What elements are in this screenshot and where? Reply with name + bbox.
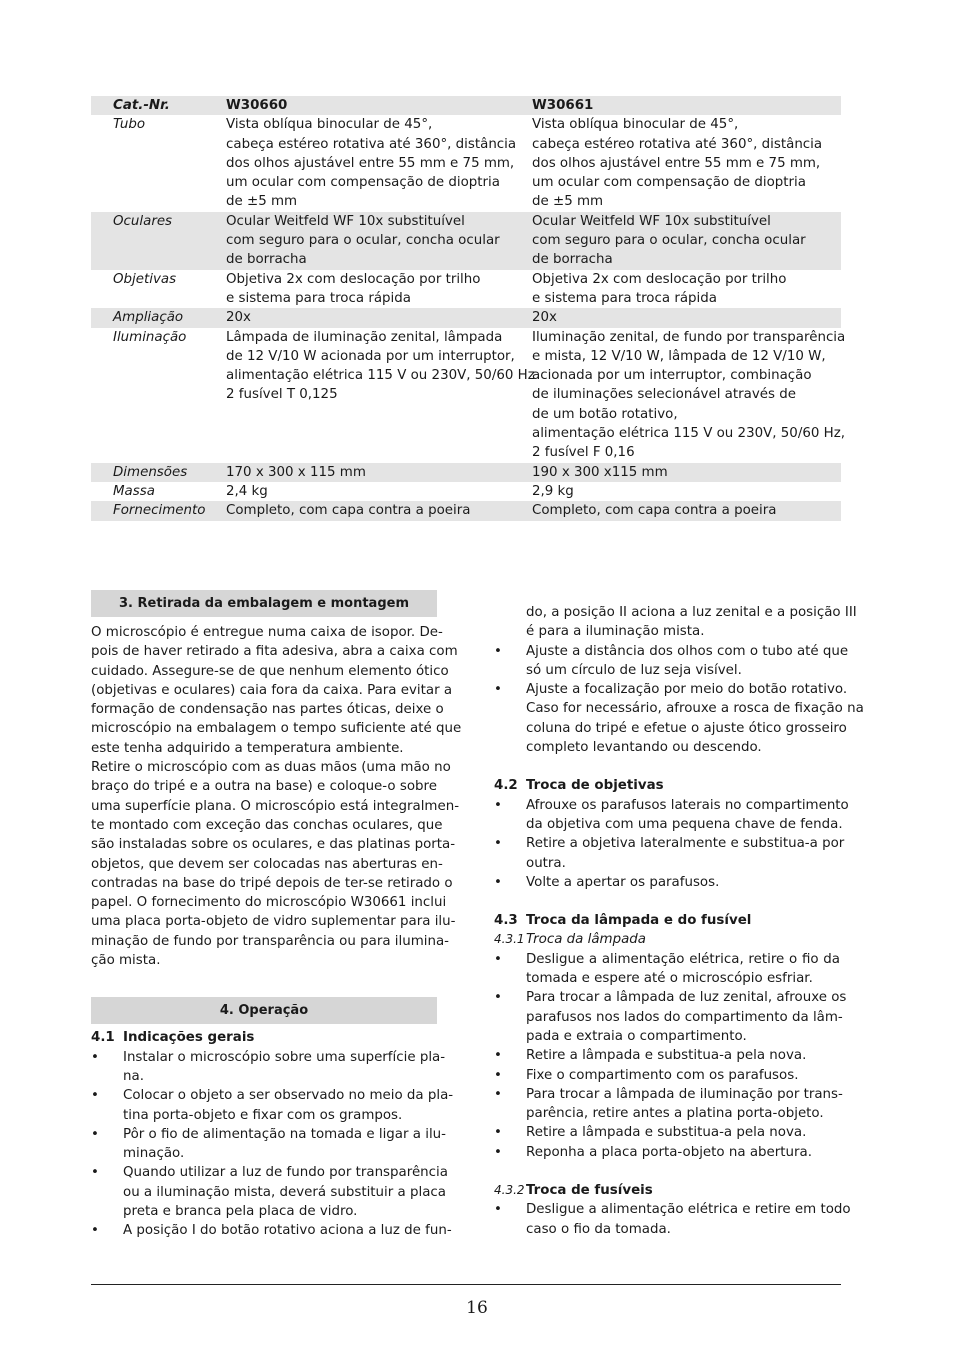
bullet-icon: • bbox=[494, 1067, 502, 1083]
section-4-3-2-heading bbox=[494, 1181, 840, 1200]
list-item bbox=[494, 642, 849, 681]
list-item-line: Afrouxe os parafusos laterais no compartimento bbox=[526, 797, 849, 813]
spec-value-w30660 bbox=[226, 482, 532, 501]
cell-line: Completo, com capa contra a poeira bbox=[226, 503, 471, 519]
bullet-icon: • bbox=[91, 1223, 99, 1239]
cell-line: W30660 bbox=[226, 98, 288, 113]
cell-line: com seguro para o ocular, concha ocular bbox=[226, 233, 500, 249]
spec-label: Tubo bbox=[113, 117, 146, 133]
cell-line: Vista oblíqua binocular de 45°, bbox=[532, 117, 739, 133]
bullet-icon: • bbox=[494, 797, 502, 813]
list-item-line: Retire a lâmpada e substitua-a pela nova. bbox=[526, 1125, 807, 1141]
list-item-line: da objetiva com uma pequena chave de fenda. bbox=[526, 816, 843, 832]
paragraph-line: são instaladas sobre os oculares, e das platinas porta- bbox=[91, 837, 456, 853]
paragraph-line: O microscópio é entregue numa caixa de isopor. De- bbox=[91, 625, 443, 640]
paragraph-line: te montado com exceção das conchas oculares, que bbox=[91, 817, 443, 833]
paragraph-line: ção mista. bbox=[91, 953, 161, 969]
cell-line: alimentação elétrica 115 V ou 230V, 50/60 Hz, bbox=[532, 426, 845, 442]
list-item-line: parência, retire antes a platina porta-objeto. bbox=[526, 1106, 824, 1122]
spec-row bbox=[91, 501, 841, 520]
spec-label: Massa bbox=[113, 483, 155, 499]
spec-value-w30661 bbox=[532, 270, 841, 309]
list-item-line: Caso for necessário, afrouxe a rosca de fixação na bbox=[526, 701, 864, 717]
list-item-line: Para trocar a lâmpada de luz zenital, afrouxe os bbox=[526, 990, 847, 1006]
subsection-title: Troca da lâmpada bbox=[526, 932, 647, 948]
paragraph-line: objetos, que devem ser colocadas nas aberturas en- bbox=[91, 856, 443, 872]
list-item-line: Fixe o compartimento com os parafusos. bbox=[526, 1067, 799, 1083]
cell-line: 190 x 300 x115 mm bbox=[532, 464, 668, 480]
spec-row bbox=[91, 115, 841, 211]
list-item bbox=[494, 680, 864, 757]
section-3-heading: 3. Retirada da embalagem e montagem bbox=[91, 590, 437, 617]
paragraph-line: minação de fundo por transparência ou para ilumina- bbox=[91, 933, 449, 949]
spec-value-w30660 bbox=[226, 96, 532, 115]
cell-line: 2,4 kg bbox=[226, 483, 268, 499]
section-number: 4.1 bbox=[91, 1030, 115, 1046]
list-item-line: tomada e espere até o microscópio esfriar. bbox=[526, 971, 813, 987]
section-4-2-list bbox=[494, 796, 849, 892]
list-item-line: na. bbox=[123, 1068, 144, 1084]
paragraph-line: uma placa porta-objeto de vidro suplementar para ilu- bbox=[91, 914, 456, 930]
cell-line: alimentação elétrica 115 V ou 230V, 50/60 Hz bbox=[226, 368, 535, 384]
subsection-title: Troca de fusíveis bbox=[526, 1183, 653, 1199]
cell-line: cabeça estéreo rotativa até 360°, distância bbox=[532, 136, 823, 152]
section-4-1-list bbox=[91, 1048, 454, 1241]
list-item-line: Pôr o fio de alimentação na tomada e ligar a ilu- bbox=[123, 1126, 446, 1142]
list-item bbox=[91, 1048, 446, 1087]
spec-value-w30661 bbox=[532, 115, 841, 211]
list-item bbox=[494, 1143, 840, 1162]
spec-value-w30660 bbox=[226, 270, 532, 309]
subsection-number: 4.3.1 bbox=[494, 932, 525, 947]
list-item-line: minação. bbox=[123, 1146, 185, 1162]
cell-line: de um botão rotativo, bbox=[532, 406, 678, 422]
spec-value-w30661 bbox=[532, 96, 841, 115]
spec-value-w30661 bbox=[532, 328, 846, 463]
cell-line: W30661 bbox=[532, 98, 594, 113]
cell-line: dos olhos ajustável entre 55 mm e 75 mm, bbox=[532, 155, 821, 171]
section-4-3-heading bbox=[494, 911, 840, 930]
spec-value-w30660 bbox=[226, 308, 532, 327]
list-item bbox=[494, 1123, 840, 1142]
list-item bbox=[494, 873, 840, 892]
cell-line: e mista, 12 V/10 W, lâmpada de 12 V/10 W, bbox=[532, 348, 826, 364]
cell-line: Ocular Weitfeld WF 10x substituível bbox=[532, 213, 771, 229]
spec-value-w30660 bbox=[226, 212, 532, 270]
list-item-line: Desligue a alimentação elétrica, retire o fio da bbox=[526, 951, 840, 967]
section-4-3-2-list bbox=[494, 1200, 851, 1239]
list-item bbox=[494, 1046, 840, 1065]
cell-line: Vista oblíqua binocular de 45°, bbox=[226, 117, 433, 133]
list-item-line: Colocar o objeto a ser observado no meio da pla- bbox=[123, 1088, 454, 1104]
section-4-3-1-list bbox=[494, 950, 847, 1162]
paragraph-line: pois de haver retirado a fita adesiva, abra a caixa com bbox=[91, 644, 458, 660]
spec-label: Iluminação bbox=[113, 329, 187, 345]
page-number: 16 bbox=[466, 1298, 488, 1318]
cell-line: Lâmpada de iluminação zenital, lâmpada bbox=[226, 329, 503, 345]
spec-label: Objetivas bbox=[113, 271, 177, 287]
spec-value-w30660 bbox=[226, 501, 532, 520]
list-item-line: caso o fio da tomada. bbox=[526, 1221, 671, 1237]
list-item-line: Retire a lâmpada e substitua-a pela nova. bbox=[526, 1048, 807, 1064]
list-item-line: pada e extraia o compartimento. bbox=[526, 1028, 747, 1044]
spec-label: Fornecimento bbox=[91, 501, 226, 520]
footer-rule bbox=[91, 1284, 841, 1285]
paragraph-line: é para a iluminação mista. bbox=[526, 624, 705, 640]
bullet-icon: • bbox=[494, 990, 502, 1006]
spec-row bbox=[91, 482, 841, 501]
operation-list-continued bbox=[494, 642, 864, 758]
list-item-line: tina porta-objeto e fixar com os grampos. bbox=[123, 1107, 403, 1123]
bullet-icon: • bbox=[494, 1048, 502, 1064]
spec-value-w30660 bbox=[226, 115, 532, 211]
list-item bbox=[91, 1163, 448, 1221]
right-column bbox=[494, 603, 864, 1239]
cell-line: e sistema para troca rápida bbox=[226, 290, 411, 306]
spec-row bbox=[91, 270, 841, 309]
cell-line: Objetiva 2x com deslocação por trilho bbox=[532, 271, 787, 287]
spec-value-w30660 bbox=[226, 463, 532, 482]
cell-line: de ±5 mm bbox=[226, 194, 298, 210]
list-item-line: Desligue a alimentação elétrica e retire em todo bbox=[526, 1202, 851, 1218]
paragraph-line: contradas na base do tripé depois de ter-se retirado o bbox=[91, 875, 453, 891]
bullet-icon: • bbox=[494, 836, 502, 852]
paragraph-line: (objetivas e oculares) caia fora da caixa. Para evitar a bbox=[91, 682, 453, 698]
bullet-icon: • bbox=[494, 682, 502, 698]
section-3-paragraph-2 bbox=[91, 758, 460, 970]
bullet-icon: • bbox=[91, 1049, 99, 1065]
bullet-icon: • bbox=[91, 1165, 99, 1181]
section-4-3-1-heading bbox=[494, 930, 840, 949]
section-4-1-heading bbox=[91, 1028, 437, 1047]
cell-line: um ocular com compensação de dioptria bbox=[226, 175, 500, 191]
bullet-icon: • bbox=[494, 1202, 502, 1218]
left-column bbox=[91, 590, 462, 1241]
cell-line: acionada por um interruptor, combinação bbox=[532, 368, 812, 384]
spec-value-w30661 bbox=[532, 463, 841, 482]
spec-label: Oculares bbox=[91, 212, 226, 270]
cell-line: Objetiva 2x com deslocação por trilho bbox=[226, 271, 481, 287]
list-item-line: Instalar o microscópio sobre uma superfície pla- bbox=[123, 1049, 446, 1065]
list-item-line: parafusos nos lados do compartimento da lâm- bbox=[526, 1009, 843, 1025]
list-item bbox=[91, 1221, 452, 1240]
list-item-line: outra. bbox=[526, 855, 566, 871]
bullet-icon: • bbox=[494, 1086, 502, 1102]
cell-line: 20x bbox=[532, 310, 557, 326]
cell-line: dos olhos ajustável entre 55 mm e 75 mm, bbox=[226, 155, 515, 171]
section-3-paragraph-1 bbox=[91, 623, 462, 758]
section-title: Troca de objetivas bbox=[526, 778, 664, 794]
list-item-line: só um círculo de luz seja visível. bbox=[526, 662, 742, 678]
spec-value-w30661 bbox=[532, 501, 841, 520]
section-title: Troca da lâmpada e do fusível bbox=[526, 913, 752, 929]
spec-value-w30661 bbox=[532, 482, 841, 501]
section-number: 4.3 bbox=[494, 913, 518, 929]
spec-value-w30660 bbox=[226, 328, 535, 463]
list-item-line: completo levantando ou descendo. bbox=[526, 740, 762, 756]
spec-label: Ampliação bbox=[91, 308, 226, 327]
list-item bbox=[494, 796, 849, 835]
cell-line: de borracha bbox=[532, 252, 613, 268]
section-4-2-heading bbox=[494, 776, 840, 795]
list-item bbox=[91, 1125, 446, 1164]
list-item-line: Reponha a placa porta-objeto na abertura. bbox=[526, 1144, 812, 1160]
list-item-line: Volte a apertar os parafusos. bbox=[526, 874, 720, 890]
list-item-line: Retire a objetiva lateralmente e substitua-a por bbox=[526, 836, 845, 852]
paragraph-line: microscópio na embalagem o tempo suficiente até que bbox=[91, 721, 462, 737]
bullet-icon: • bbox=[494, 874, 502, 890]
list-item-line: Ajuste a distância dos olhos com o tubo até que bbox=[526, 643, 849, 659]
list-item bbox=[494, 834, 845, 873]
cell-line: 170 x 300 x 115 mm bbox=[226, 464, 366, 480]
list-item bbox=[494, 1200, 851, 1239]
list-item-line: ou a iluminação mista, deverá substituir a placa bbox=[123, 1184, 446, 1200]
paragraph-line: braço do tripé e a outra na base) e coloque-o sobre bbox=[91, 779, 437, 795]
paragraph-line: uma superfície plana. O microscópio está integralmen- bbox=[91, 798, 460, 814]
section-number: 4.2 bbox=[494, 778, 518, 794]
bullet-continuation bbox=[494, 603, 857, 642]
subsection-number: 4.3.2 bbox=[494, 1183, 525, 1198]
cell-line: um ocular com compensação de dioptria bbox=[532, 175, 806, 191]
list-item bbox=[494, 1066, 840, 1085]
spec-value-w30661 bbox=[532, 212, 841, 270]
cell-line: de ±5 mm bbox=[532, 194, 604, 210]
list-item-line: coluna do tripé e efetue o ajuste ótico grosseiro bbox=[526, 720, 847, 736]
paragraph-line: papel. O fornecimento do microscópio W30661 inclui bbox=[91, 895, 447, 911]
list-item bbox=[494, 950, 840, 989]
paragraph-line: do, a posição II aciona a luz zenital e a posição III bbox=[526, 605, 857, 620]
list-item-line: Ajuste a focalização por meio do botão rotativo. bbox=[526, 682, 848, 698]
spec-row bbox=[91, 212, 841, 270]
list-item bbox=[494, 988, 847, 1046]
bullet-icon: • bbox=[91, 1088, 99, 1104]
paragraph-line: formação de condensação nas partes óticas, deixe o bbox=[91, 702, 444, 718]
paragraph-line: Retire o microscópio com as duas mãos (uma mão no bbox=[91, 760, 451, 776]
cell-line: com seguro para o ocular, concha ocular bbox=[532, 233, 806, 249]
cell-line: 2,9 kg bbox=[532, 483, 574, 499]
cell-line: e sistema para troca rápida bbox=[532, 290, 717, 306]
specification-table bbox=[91, 96, 846, 521]
list-item-line: A posição I do botão rotativo aciona a luz de fun- bbox=[123, 1223, 452, 1239]
spec-label: Cat.-Nr. bbox=[91, 96, 226, 115]
list-item bbox=[91, 1086, 454, 1125]
cell-line: Iluminação zenital, de fundo por transparência bbox=[532, 329, 846, 345]
bullet-icon: • bbox=[494, 1144, 502, 1160]
spec-row bbox=[91, 463, 841, 482]
bullet-icon: • bbox=[494, 951, 502, 967]
bullet-icon: • bbox=[494, 643, 502, 659]
list-item-line: preta e branca pela placa de vidro. bbox=[123, 1204, 358, 1220]
cell-line: de borracha bbox=[226, 252, 307, 268]
spec-row bbox=[91, 328, 841, 463]
cell-line: Completo, com capa contra a poeira bbox=[532, 503, 777, 519]
cell-line: 20x bbox=[226, 310, 251, 326]
cell-line: de iluminações selecionável através de bbox=[532, 387, 796, 403]
list-item bbox=[494, 1085, 843, 1124]
spec-row bbox=[91, 96, 841, 115]
spec-label: Dimensões bbox=[91, 463, 226, 482]
paragraph-line: este tenha adquirido a temperatura ambiente. bbox=[91, 740, 404, 756]
list-item-line: Quando utilizar a luz de fundo por transparência bbox=[123, 1165, 448, 1181]
spec-row bbox=[91, 308, 841, 327]
bullet-icon: • bbox=[494, 1125, 502, 1141]
section-title: Indicações gerais bbox=[123, 1030, 255, 1046]
bullet-icon: • bbox=[91, 1126, 99, 1142]
cell-line: Ocular Weitfeld WF 10x substituível bbox=[226, 213, 465, 229]
cell-line: 2 fusível T 0,125 bbox=[226, 387, 338, 403]
cell-line: cabeça estéreo rotativa até 360°, distância bbox=[226, 136, 517, 152]
section-4-heading: 4. Operação bbox=[91, 997, 437, 1024]
spec-value-w30661 bbox=[532, 308, 841, 327]
list-item-line: Para trocar a lâmpada de iluminação por trans- bbox=[526, 1086, 843, 1102]
cell-line: de 12 V/10 W acionada por um interruptor, bbox=[226, 348, 515, 364]
paragraph-line: cuidado. Assegure-se de que nenhum elemento ótico bbox=[91, 663, 449, 679]
cell-line: 2 fusível F 0,16 bbox=[532, 445, 635, 461]
